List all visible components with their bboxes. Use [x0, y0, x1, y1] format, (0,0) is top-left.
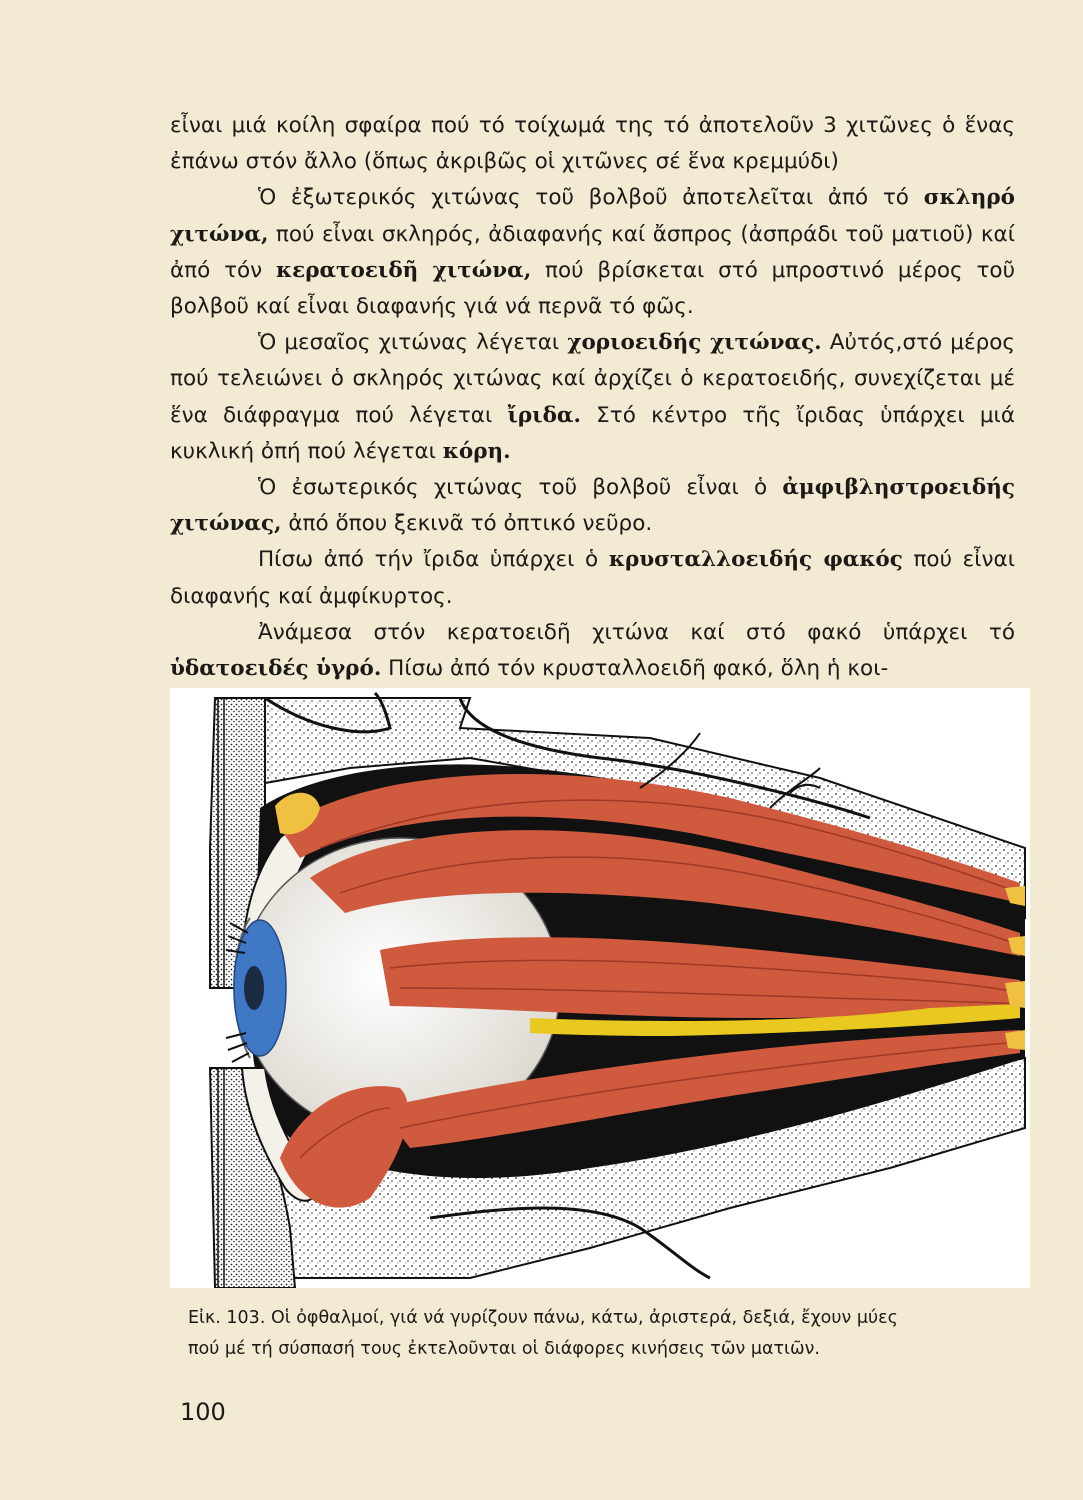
caption-line-1: Εἰκ. 103. Οἱ ὀφθαλμοί, γιά νά γυρίζουν πάνω, κάτω, ἀριστερά, δεξιά, ἔχουν μύες [188, 1308, 898, 1328]
text-run: Ὁ ἐξωτερικός χιτώνας τοῦ βολβοῦ ἀποτελεῖται ἀπό τό [258, 185, 924, 211]
bold-term: κερατοειδῆ χιτώνα, [276, 257, 532, 283]
body-paragraph [170, 180, 1015, 325]
caption-line-2: πού μέ τή σύσπασή τους ἐκτελοῦνται οἱ διάφορες κινήσεις τῶν ματιῶν. [188, 1339, 820, 1359]
bold-term: κόρη. [442, 438, 511, 464]
text-run: Στό κέντρο τῆς ἴριδας ὑπάρχει μιά κυκλική ὀπή πού λέγεται [170, 402, 1015, 464]
figure-caption [188, 1303, 1028, 1365]
text-run: πού εἶναι σκληρός, ἀδιαφανής καί ἄσπρος (ἀσπράδι τοῦ ματιοῦ) καί ἀπό τόν [170, 221, 1015, 283]
text-run: εἶναι μιά κοίλη σφαίρα πού τό τοίχωμά της τό ἀποτελοῦν 3 χιτῶνες ὁ ἕνας ἐπάνω στόν ἄλλο (ὅπως ἀκριβῶς οἱ χιτῶνες σέ ἕνα κρεμμύδι) [170, 113, 1015, 175]
body-paragraph [170, 542, 1015, 614]
text-run: πού βρίσκεται στό μπροστινό μέρος τοῦ βολβοῦ καί εἶναι διαφανής γιά νά περνᾶ τό φῶς. [170, 257, 1016, 320]
text-run: Ἀνάμεσα στόν κερατοειδῆ χιτώνα καί στό φακό ὑπάρχει τό [258, 619, 1015, 645]
pupil [244, 966, 264, 1010]
body-paragraph [170, 325, 1015, 470]
body-paragraph [170, 108, 1015, 180]
bold-term: ὑδατοειδές ὑγρό. [170, 656, 382, 682]
body-text [170, 108, 1015, 687]
bold-term: χοριοειδής χιτώνας. [567, 330, 822, 356]
eye-muscles-figure [170, 688, 1030, 1288]
eye-muscles-illustration [170, 688, 1030, 1288]
text-run: Πίσω ἀπό τόν κρυσταλλοειδῆ φακό, ὅλη ἡ κοι- [381, 656, 889, 682]
text-run: πού εἶναι διαφανής καί ἀμφίκυρτος. [170, 547, 1016, 609]
text-run: Ὁ ἐσωτερικός χιτώνας τοῦ βολβοῦ εἶναι ὁ [258, 475, 783, 501]
bold-term: ἴριδα. [507, 402, 581, 428]
text-run: ἀπό ὅπου ξεκινᾶ τό ὀπτικό νεῦρο. [281, 511, 653, 537]
bold-term: κρυσταλλοειδής φακός [608, 547, 903, 573]
page-number: 100 [180, 1398, 226, 1426]
text-run: Πίσω ἀπό τήν ἴριδα ὑπάρχει ὁ [258, 547, 609, 573]
text-run: Ὁ μεσαῖος χιτώνας λέγεται [258, 330, 568, 356]
bold-term: σκληρό χιτώνα, [170, 185, 1015, 247]
text-run: Αὐτός,στό μέρος πού τελειώνει ὁ σκληρός χιτώνας καί ἀρχίζει ὁ κερατοειδής, συνεχίζεται μέ ἕνα διάφραγμα πού λέγεται [170, 330, 1015, 428]
bold-term: ἀμφιβληστροειδής χιτώνας, [170, 475, 1015, 537]
body-paragraph [170, 615, 1015, 687]
body-paragraph [170, 470, 1015, 542]
